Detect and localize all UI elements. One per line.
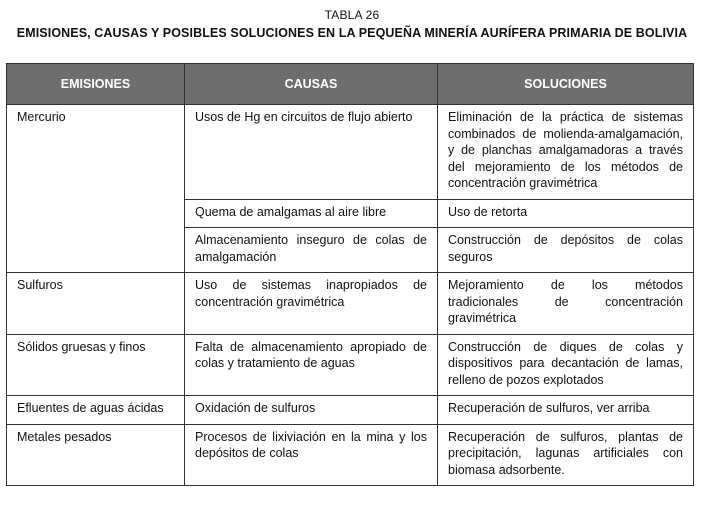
solucion-cell: Recuperación de sulfuros, ver arriba: [438, 396, 694, 425]
solucion-cell: Recuperación de sulfuros, plantas de precipitación, lagunas artificiales con biomasa adsorbente.: [438, 424, 694, 486]
table-caption: TABLA 26: [324, 8, 380, 22]
causa-cell: Falta de almacenamiento apropiado de colas y tratamiento de aguas: [185, 334, 438, 396]
causa-cell: Almacenamiento inseguro de colas de amalgamación: [185, 228, 438, 273]
causa-cell: Quema de amalgamas al aire libre: [185, 199, 438, 228]
emision-cell: Metales pesados: [7, 424, 185, 486]
header-emisiones: EMISIONES: [7, 64, 185, 105]
table-title: EMISIONES, CAUSAS Y POSIBLES SOLUCIONES EN LA PEQUEÑA MINERÍA AURÍFERA PRIMARIA DE BOLIVIA: [16, 26, 688, 40]
emision-cell: Sólidos gruesas y finos: [7, 334, 185, 396]
emissions-table: [6, 63, 694, 486]
solucion-cell: Construcción de diques de colas y dispositivos para decantación de lamas, relleno de pozos explotados: [438, 334, 694, 396]
emision-cell: Mercurio: [7, 105, 185, 273]
header-causas: CAUSAS: [185, 64, 438, 105]
causa-cell: Uso de sistemas inapropiados de concentración gravimétrica: [185, 273, 438, 335]
solucion-cell: Uso de retorta: [438, 199, 694, 228]
table-row: [7, 424, 694, 486]
solucion-cell: Mejoramiento de los métodos tradicionales de concentración gravimétrica: [438, 273, 694, 335]
table-row: [7, 396, 694, 425]
header-soluciones: SOLUCIONES: [438, 64, 694, 105]
causa-cell: Oxidación de sulfuros: [185, 396, 438, 425]
table-row: [7, 273, 694, 335]
solucion-cell: Construcción de depósitos de colas seguros: [438, 228, 694, 273]
solucion-cell: Eliminación de la práctica de sistemas combinados de molienda-amalgamación, y de planchas amalgamadoras a través del mejoramiento de los métodos de concentración gravimétrica: [438, 105, 694, 200]
table-row: [7, 105, 694, 200]
causa-cell: Usos de Hg en circuitos de flujo abierto: [185, 105, 438, 200]
causa-cell: Procesos de lixiviación en la mina y los depósitos de colas: [185, 424, 438, 486]
emision-cell: Efluentes de aguas ácidas: [7, 396, 185, 425]
table-row: [7, 334, 694, 396]
emision-cell: Sulfuros: [7, 273, 185, 335]
header-row: [7, 64, 694, 105]
